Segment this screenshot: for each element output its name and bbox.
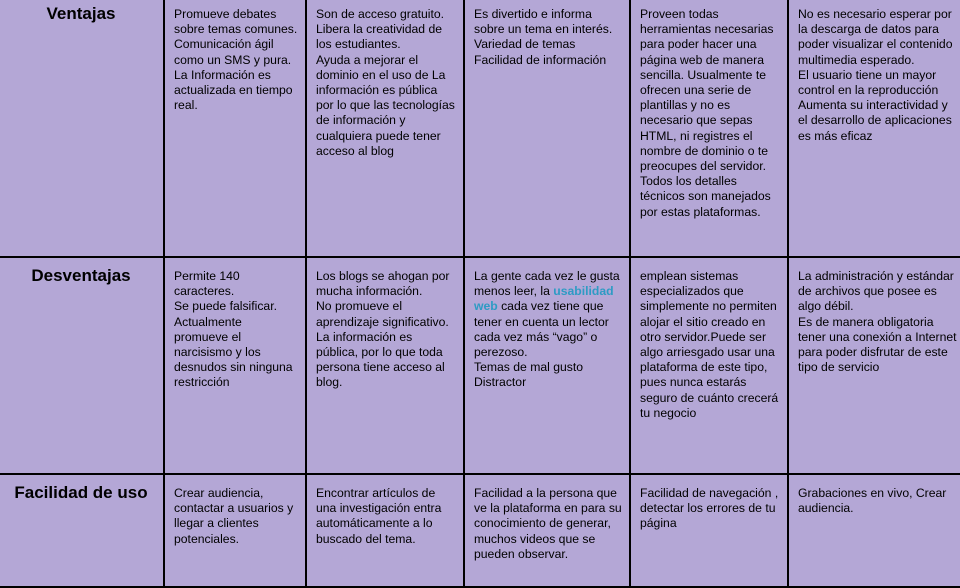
- row-header-facilidad-de-uso: Facilidad de uso: [0, 474, 164, 587]
- table-cell: emplean sistemas especializados que simplemente no permiten alojar el sitio creado en otro servidor.Puede ser algo arriesgado usar una plataforma de este tipo, pues nunca estarás seguro de cuánto crecerá tu negocio: [630, 257, 788, 474]
- table-cell: La administración y estándar de archivos que posee es algo débil. Es de manera obligatoria tener una conexión a Internet para poder disfrutar de este tipo de servicio: [788, 257, 960, 474]
- usabilidad-web-link[interactable]: usabilidad web: [474, 284, 614, 314]
- row-header-ventajas: Ventajas: [0, 0, 164, 257]
- table-row-facilidad-de-uso: [0, 474, 960, 587]
- table-cell: Permite 140 caracteres. Se puede falsificar. Actualmente promueve el narcisismo y los desnudos sin ninguna restricción: [164, 257, 306, 474]
- table-row-desventajas: [0, 257, 960, 474]
- table-cell: Facilidad de navegación , detectar los errores de tu página: [630, 474, 788, 587]
- table-cell: Es divertido e informa sobre un tema en interés. Variedad de temas Facilidad de información: [464, 0, 630, 257]
- row-header-desventajas: Desventajas: [0, 257, 164, 474]
- cell-text-after-link: cada vez tiene que tener en cuenta un lector cada vez más “vago” o perezoso. Temas de mal gusto Distractor: [474, 299, 609, 390]
- table-cell: Los blogs se ahogan por mucha información. No promueve el aprendizaje significativo. La información es pública, por lo que toda persona tiene acceso al blog.: [306, 257, 464, 474]
- table-row-ventajas: [0, 0, 960, 257]
- table-cell: Grabaciones en vivo, Crear audiencia.: [788, 474, 960, 587]
- table-cell: Encontrar artículos de una investigación entra automáticamente a lo buscado del tema.: [306, 474, 464, 587]
- table-cell-with-link: [464, 257, 630, 474]
- table-cell: Crear audiencia, contactar a usuarios y llegar a clientes potenciales.: [164, 474, 306, 587]
- table-cell: Facilidad a la persona que ve la plataforma en para su conocimiento de generar, muchos videos que se pueden observar.: [464, 474, 630, 587]
- table-cell: No es necesario esperar por la descarga de datos para poder visualizar el contenido multimedia esperado. El usuario tiene un mayor control en la reproducción Aumenta su interactividad y el desarrollo de aplicaciones es más eficaz: [788, 0, 960, 257]
- table-cell: Proveen todas herramientas necesarias para poder hacer una página web de manera sencilla. Usualmente te ofrecen una serie de plantillas y no es necesario que sepas HTML, ni registres el nombre de dominio o te preocupes del servidor. Todos los detalles técnicos son manejados por estas plataformas.: [630, 0, 788, 257]
- table-cell: Son de acceso gratuito. Libera la creatividad de los estudiantes. Ayuda a mejorar el dominio en el uso de La información es pública por lo que las tecnologías de información y cualquiera puede tener acceso al blog: [306, 0, 464, 257]
- cell-text-before-link: La gente cada vez le gusta menos leer, la: [474, 269, 620, 299]
- table-cell: Promueve debates sobre temas comunes. Comunicación ágil como un SMS y pura. La Información es actualizada en tiempo real.: [164, 0, 306, 257]
